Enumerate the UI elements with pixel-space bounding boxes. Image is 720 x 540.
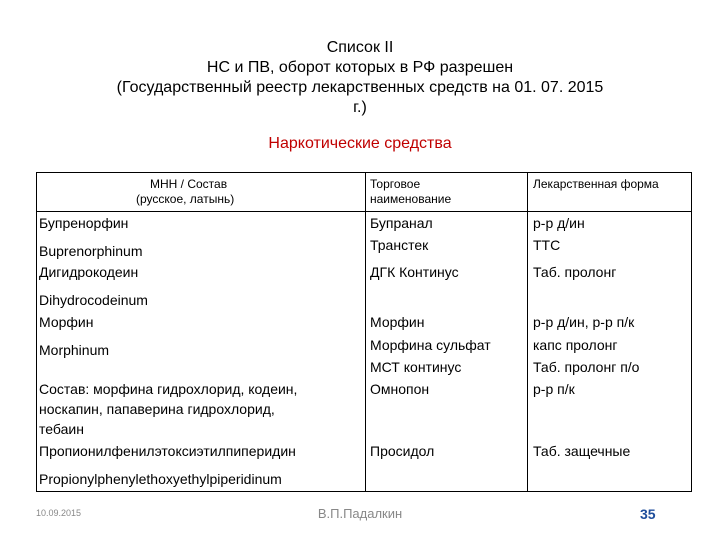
title-line-2: НС и ПВ, оборот которых в РФ разрешен (206, 59, 514, 76)
footer-author: В.П.Падалкин (317, 506, 403, 521)
composition-line-2: носкапин, папаверина гидрохлорид, (39, 401, 275, 417)
trade-name: ДГК Континус (370, 264, 459, 280)
dosage-form: Таб. защечные (533, 443, 631, 459)
trade-name: Морфина сульфат (370, 337, 491, 353)
composition-line-3: тебаин (39, 421, 84, 437)
header-separator (36, 211, 692, 212)
header-form: Лекарственная форма (533, 177, 659, 191)
page-number: 35 (640, 506, 656, 522)
footer-date: 10.09.2015 (36, 508, 82, 518)
title-line-3: (Государственный реестр лекарственных средств на 01. 07. 2015 (116, 79, 604, 96)
header-trade (370, 177, 451, 207)
column-divider-2 (527, 173, 528, 491)
inn-morphine-lat: Morphinum (39, 342, 110, 358)
dosage-form: ТТС (533, 237, 561, 253)
header-trade-line2: наименование (370, 192, 452, 206)
inn-buprenorphine-ru: Бупренорфин (39, 215, 129, 231)
dosage-form: р-р п/к (533, 381, 575, 397)
column-divider-1 (365, 173, 366, 491)
table-border-left (36, 173, 37, 491)
inn-morphine-ru: Морфин (39, 314, 94, 330)
slide-title (60, 38, 660, 118)
trade-name: Транстек (370, 237, 429, 253)
dosage-form: капс пролонг (533, 337, 618, 353)
drug-table (36, 172, 692, 492)
composition-line-1: Состав: морфина гидрохлорид, кодеин, (39, 381, 298, 397)
trade-name: Морфин (370, 314, 425, 330)
trade-name: Просидол (370, 443, 435, 459)
dosage-form: Таб. пролонг (533, 264, 617, 280)
table-border-right (691, 173, 692, 491)
title-line-1: Список II (326, 39, 394, 56)
trade-name: Бупранал (370, 215, 433, 231)
header-inn (136, 177, 234, 207)
trade-name: Омнопон (370, 381, 430, 397)
dosage-form: Таб. пролонг п/о (533, 359, 640, 375)
section-subtitle: Наркотические средства (268, 135, 452, 152)
inn-prosidol-ru: Пропионилфенилэтоксиэтилпиперидин (39, 443, 296, 459)
inn-dihydrocodeine-ru: Дигидрокодеин (39, 264, 139, 280)
header-inn-line1: МНН / Состав (150, 177, 228, 191)
header-inn-line2: (русское, латынь) (136, 192, 235, 206)
inn-dihydrocodeine-lat: Dihydrocodeinum (39, 292, 148, 308)
dosage-form: р-р д/ин, р-р п/к (533, 314, 635, 330)
title-line-4: г.) (353, 99, 367, 116)
header-trade-line1: Торговое (370, 177, 421, 191)
inn-buprenorphine-lat: Buprenorphinum (39, 243, 143, 259)
trade-name: МСТ континус (370, 359, 462, 375)
inn-prosidol-lat: Propionylphenylethoxyethylpiperidinum (39, 471, 282, 487)
dosage-form: р-р д/ин (533, 215, 585, 231)
